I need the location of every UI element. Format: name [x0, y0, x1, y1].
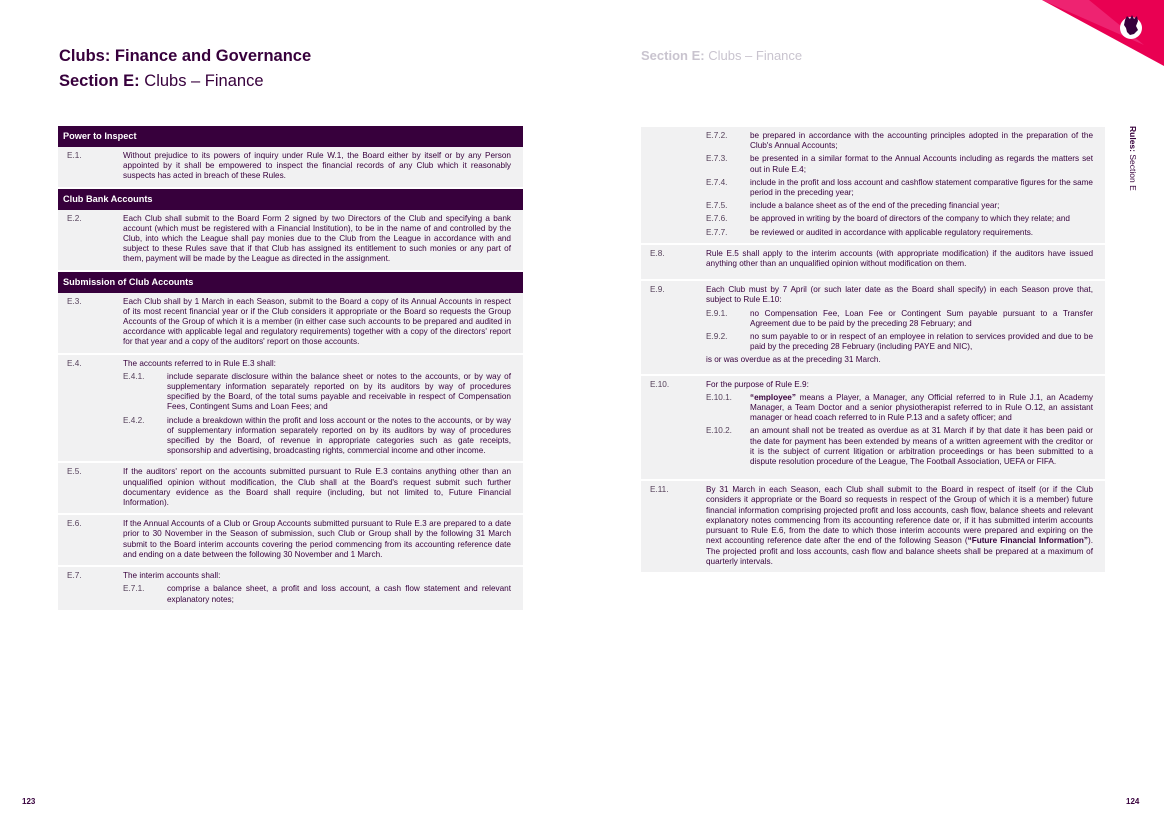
side-tab-bold: Rules: — [1128, 126, 1138, 152]
rule-text: Rule E.5 shall apply to the interim accounts (with appropriate modification) if the auditors have issued anything other than an unqualified opinion without modification on them. — [706, 248, 1093, 269]
subrule-number: E.9.1. — [706, 308, 728, 318]
subrule-e7-3 — [706, 154, 1093, 174]
rule-text: For the purpose of Rule E.9: — [706, 379, 809, 389]
rule-e7-continued — [641, 127, 1105, 243]
subrule-e9-2 — [706, 332, 1093, 352]
subrule-number: E.7.4. — [706, 177, 728, 187]
subrule-text — [750, 393, 1093, 424]
subrule-e9-1 — [706, 309, 1093, 329]
rule-e3 — [58, 293, 523, 353]
heading-power-to-inspect: Power to Inspect — [58, 126, 523, 147]
subrule-e7-1 — [123, 584, 511, 604]
rule-text: Each Club shall by 1 March in each Season, submit to the Board a copy of its Annual Accounts in respect of its most recent financial year or if the Club considers it appropriate or the Board so requests the Group Accounts of the Group of which it is a member (in either case such accounts to be prepared and audited in accordance with applicable legal and regulatory requirements) together with a copy of the directors' report for that year and a copy of the auditors' report on those accounts. — [123, 296, 511, 347]
subrule-number: E.7.1. — [123, 584, 145, 594]
rule-e1 — [58, 147, 523, 187]
rule-text: If the auditors' report on the accounts submitted pursuant to Rule E.3 contains anything other than an unqualified opinion without modification, the Club shall at the Board's request submit such further documentary evidence as the Board shall require (including, but not limited to, Future Financial Information). — [123, 467, 511, 508]
rule-number: E.6. — [67, 519, 82, 529]
rule-number: E.5. — [67, 467, 82, 477]
subrule-text: be prepared in accordance with the accounting principles adopted in the preparation of the Club's Annual Accounts; — [750, 131, 1093, 151]
subrule-number: E.10.2. — [706, 426, 732, 436]
rule-text-part-a: By 31 March in each Season, each Club shall submit to the Board in respect of itself (or if the Club considers it appropriate or the Board so requests in respect of the Group of which it is a member) future financial information comprising projected profit and loss accounts, cash flow, balance sheets and relevant explanatory notes commencing from its accounting reference date or, if it has submitted interim accounts pursuant to Rule E.6, from the date to which those interim accounts were prepared and expiring on the next accounting reference date after the end of the following Season ( — [706, 485, 1093, 546]
subrule-number: E.10.1. — [706, 392, 732, 402]
subrule-number: E.9.2. — [706, 332, 728, 342]
rule-e5 — [58, 463, 523, 513]
rule-text: The interim accounts shall: — [123, 571, 221, 581]
subrule-text: include a balance sheet as of the end of the preceding financial year; — [750, 201, 1000, 211]
subrule-number: E.7.7. — [706, 227, 728, 237]
subrule-e7-4 — [706, 178, 1093, 198]
section-name: Clubs – Finance — [144, 72, 264, 90]
rule-e9 — [641, 281, 1105, 373]
page-title: Clubs: Finance and Governance — [59, 47, 312, 65]
subrule-e4-2 — [123, 416, 511, 457]
heading-club-bank-accounts: Club Bank Accounts — [58, 189, 523, 210]
rule-text: Each Club shall submit to the Board Form 2 signed by two Directors of the Club and specifying a bank account (which must be registered with a Financial Institution), to be in the name of and controlled by the Club, into which the League shall pay monies due to the Club from the League in accordance with and subject to these Rules save that if that Club has assigned its entitlement to such monies or any part of them, payment will be made by the League as directed in the assignment. — [123, 213, 511, 264]
subrule-text: be presented in a similar format to the Annual Accounts including as regards the matters set out in Rule E.4; — [750, 154, 1093, 174]
side-tab-label — [1124, 126, 1138, 206]
rule-number: E.10. — [650, 379, 670, 389]
rule-text: The accounts referred to in Rule E.3 shall: — [123, 358, 276, 368]
section-title — [59, 71, 264, 91]
subrule-number: E.4.2. — [123, 415, 145, 425]
rule-number: E.1. — [67, 151, 82, 160]
subrule-text: be reviewed or audited in accordance with applicable regulatory requirements. — [750, 227, 1034, 237]
page-number-left: 123 — [22, 797, 36, 806]
heading-submission-of-club-accounts: Submission of Club Accounts — [58, 272, 523, 293]
rule-text: Each Club must by 7 April (or such later date as the Board shall specify) in each Season prove that, subject to Rule E.10: — [706, 285, 1093, 305]
subrule-definition: means a Player, a Manager, any Official referred to in Rule J.1, an Academy Manager, a Team Doctor and a senior physiotherapist referred to in Rule O.12, an assistant manager or head coach referred to in Rule P.13 and a safety officer; and — [750, 392, 1093, 423]
right-section-label: Section E: — [641, 48, 705, 63]
rule-text — [706, 485, 1093, 567]
right-section-name: Clubs – Finance — [708, 48, 803, 63]
corner-accent — [994, 0, 1164, 70]
subrule-number: E.4.1. — [123, 371, 145, 381]
rule-number: E.8. — [650, 248, 665, 258]
subrule-text: no sum payable to or in respect of an employee in relation to services provided and due to be paid by the preceding 28 February (including PAYE and NIC), — [750, 332, 1093, 352]
subrule-text: no Compensation Fee, Loan Fee or Contingent Sum payable pursuant to a Transfer Agreement due to be paid by the preceding 28 February; and — [750, 308, 1093, 328]
subrule-number: E.7.6. — [706, 214, 728, 224]
section-label: Section E: — [59, 72, 140, 90]
left-column — [58, 126, 523, 612]
rule-number: E.4. — [67, 358, 82, 368]
rule-number: E.9. — [650, 285, 665, 295]
subrule-text: an amount shall not be treated as overdue as at 31 March if by that date it has been paid or the date for payment has been extended by means of a written agreement with the creditor or it is the subject of current litigation or arbitration proceedings or has been submitted to a dispute resolution procedure of the League, The Football Association, UEFA or FIFA. — [750, 426, 1093, 467]
subrule-number: E.7.2. — [706, 131, 728, 140]
subrule-e7-7 — [706, 228, 1093, 238]
rule-text: Without prejudice to its powers of inquiry under Rule W.1, the Board either by itself or by any Person appointed by it shall be empowered to inspect the financial records of any Club which it reasonably suspects has acted in breach of these Rules. — [123, 151, 511, 181]
subrule-e7-2 — [706, 131, 1093, 151]
subrule-e10-1 — [706, 393, 1093, 424]
subrule-text: include in the profit and loss account and cashflow statement comparative figures for the same period in the preceding year; — [750, 177, 1093, 198]
rule-number: E.7. — [67, 571, 82, 581]
side-tab-text: Section E — [1128, 154, 1138, 191]
rule-e11 — [641, 481, 1105, 572]
rule-number: E.3. — [67, 296, 82, 306]
subrule-text: include a breakdown within the profit and loss account or the notes to the accounts, or by way of supplementary information separately reported on by its auditors by way of procedures specified by the Board, of revenue in appropriate categories such as gate receipts, sponsorship and advertising, broadcasting rights, commercial income and other income. — [167, 415, 511, 456]
rule-e8 — [641, 245, 1105, 279]
subrule-text: comprise a balance sheet, a profit and loss account, a cash flow statement and relevant explanatory notes; — [167, 584, 511, 604]
subrule-e4-1 — [123, 372, 511, 413]
rule-text: If the Annual Accounts of a Club or Group Accounts submitted pursuant to Rule E.3 are prepared to a date prior to 30 November in the Season of submission, such Club or Group shall by the following 31 March submit to the Board interim accounts covering the period commencing from its accounting reference date and ending on a date between the following 30 November and 1 March. — [123, 519, 511, 559]
subrule-number: E.7.3. — [706, 154, 728, 164]
subrule-e7-5 — [706, 201, 1093, 211]
rule-e6 — [58, 515, 523, 565]
right-section-title — [641, 48, 802, 64]
subrule-e7-6 — [706, 214, 1093, 224]
page-number-right: 124 — [1126, 797, 1140, 806]
defined-term: “employee” — [750, 392, 796, 402]
rule-trailing-text: is or was overdue as at the preceding 31 March. — [706, 355, 881, 365]
right-column — [641, 127, 1105, 574]
rule-text-part-b: ). The projected profit and loss accounts, cash flow and balance sheets shall be prepared at a maximum of quarterly intervals. — [706, 536, 1093, 566]
subrule-number: E.7.5. — [706, 201, 728, 211]
subrule-text: be approved in writing by the board of directors of the company to which they relate; and — [750, 214, 1070, 224]
defined-term: “Future Financial Information” — [967, 536, 1088, 546]
rule-number: E.11. — [650, 485, 669, 495]
rule-e7 — [58, 567, 523, 610]
rule-number: E.2. — [67, 213, 82, 223]
rule-e4 — [58, 355, 523, 462]
subrule-text: include separate disclosure within the balance sheet or notes to the accounts, or by way of supplementary information separately reported on by its auditors by way of procedures specified by the Board, of the total sums payable and receivable in respect of Compensation Fees, Contingent Sums and Loan Fees; and — [167, 371, 511, 412]
rule-e2 — [58, 210, 523, 270]
subrule-e10-2 — [706, 426, 1093, 467]
rule-e10 — [641, 376, 1105, 480]
